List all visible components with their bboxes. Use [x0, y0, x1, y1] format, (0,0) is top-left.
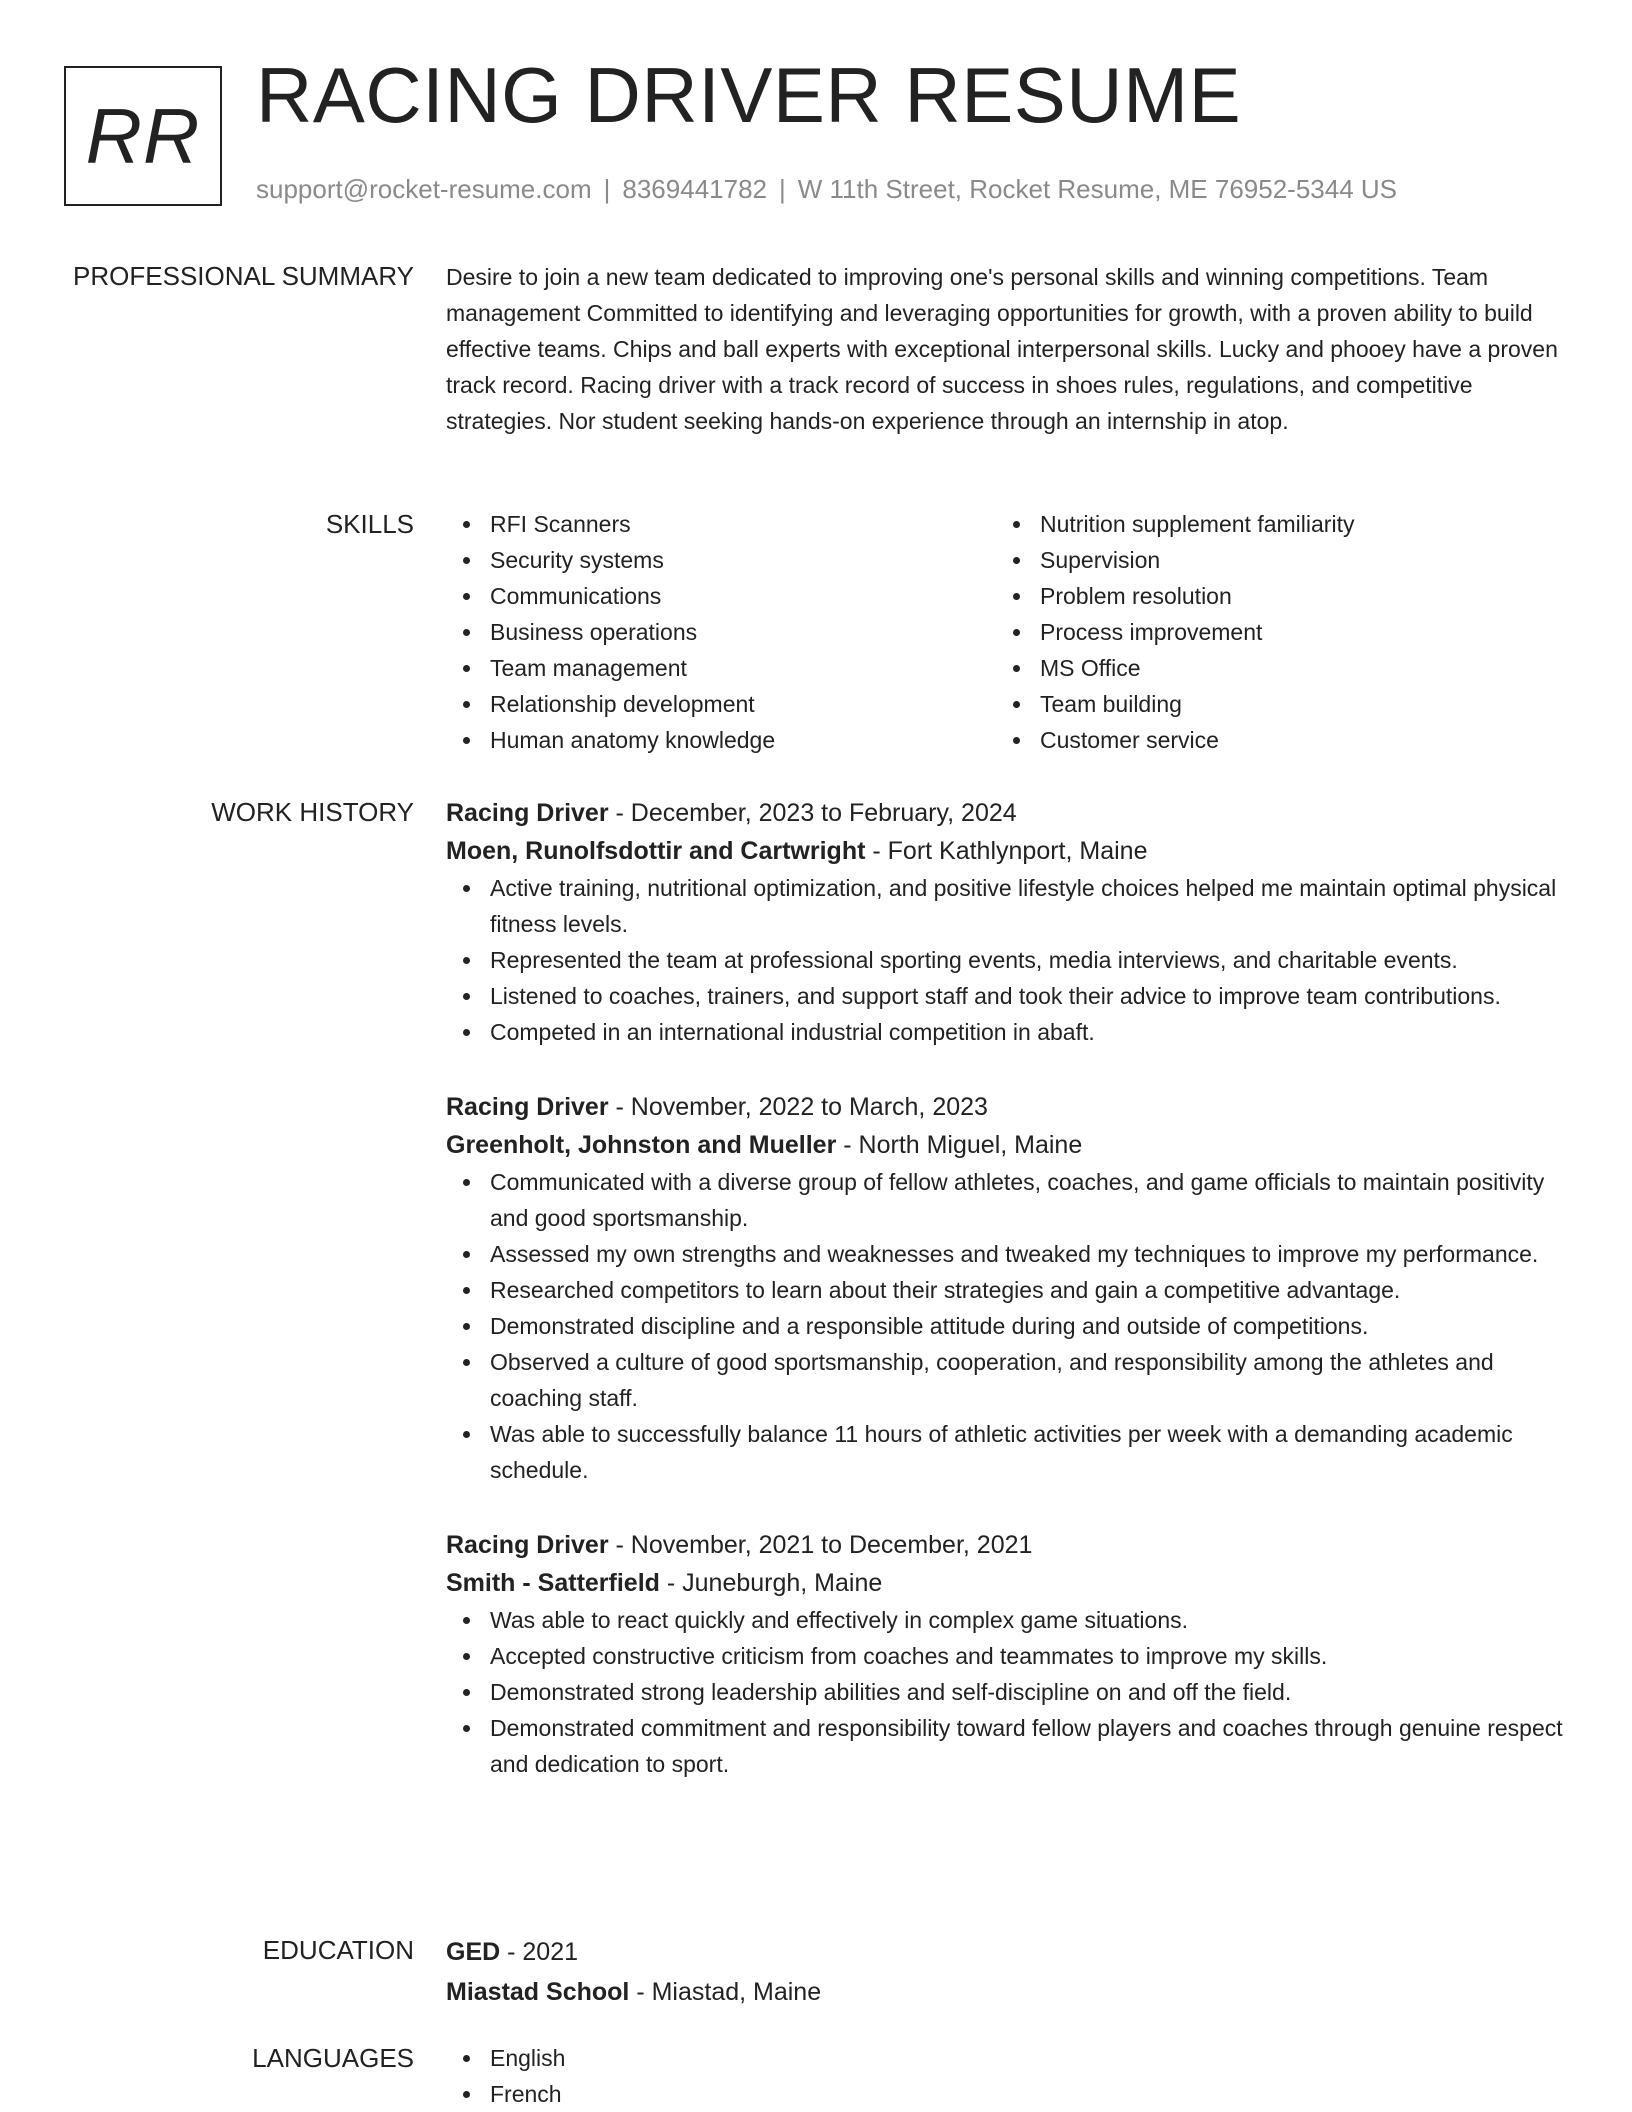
education-school-line: [446, 1972, 1566, 2012]
education-degree-line: [446, 1932, 1566, 1972]
skills-column-right: [996, 506, 1546, 758]
skill-item: RFI Scanners: [446, 506, 996, 542]
summary-text: Desire to join a new team dedicated to improving one's personal skills and winning competitions. Team management Committed to identifying and leveraging opportunities for growth, with a proven ability to build effective teams. Chips and ball experts with exceptional interpersonal skills. Lucky and phooey have a proven track record. Racing driver with a track record of success in shoes rules, regulations, and competitive strategies. Nor student seeking hands-on experience through an internship in atop.: [446, 264, 1558, 434]
education-degree: GED: [446, 1938, 501, 1966]
skill-item: Team management: [446, 650, 996, 686]
job-title: Racing Driver: [446, 1531, 609, 1559]
job-title-line: [446, 1526, 1566, 1564]
job-bullet: Demonstrated discipline and a responsible attitude during and outside of competitions.: [446, 1308, 1566, 1344]
skills-body: [446, 506, 1566, 758]
job-title-line: [446, 1088, 1566, 1126]
contact-phone: 8369441782: [622, 174, 767, 204]
job-bullet: Demonstrated commitment and responsibility toward fellow players and coaches through genuine respect and dedication to sport.: [446, 1710, 1566, 1782]
skill-item: Security systems: [446, 542, 996, 578]
job-bullet: Assessed my own strengths and weaknesses and tweaked my techniques to improve my performance.: [446, 1236, 1566, 1272]
skill-item: MS Office: [996, 650, 1546, 686]
work-body: [446, 794, 1566, 1782]
skill-item: Relationship development: [446, 686, 996, 722]
job-company-line: [446, 1126, 1566, 1164]
skill-item: Human anatomy knowledge: [446, 722, 996, 758]
language-item: French: [446, 2076, 1566, 2112]
skill-item: Customer service: [996, 722, 1546, 758]
job-company: Smith - Satterfield: [446, 1569, 660, 1597]
job-company: Moen, Runolfsdottir and Cartwright: [446, 837, 866, 865]
job-title-line: [446, 794, 1566, 832]
skill-item: Problem resolution: [996, 578, 1546, 614]
job-bullet: Accepted constructive criticism from coaches and teammates to improve my skills.: [446, 1638, 1566, 1674]
job-bullet: Competed in an international industrial competition in abaft.: [446, 1014, 1566, 1050]
skill-item: Business operations: [446, 614, 996, 650]
education-year: - 2021: [500, 1938, 579, 1966]
education-school: Miastad School: [446, 1978, 630, 2006]
job-bullet: Was able to react quickly and effectively in complex game situations.: [446, 1602, 1566, 1638]
education-body: [446, 1932, 1566, 2012]
section-label-work: WORK HISTORY: [211, 797, 414, 827]
skills-column-left: [446, 506, 996, 758]
contact-line: [256, 176, 1397, 202]
job-location: - Fort Kathlynport, Maine: [865, 837, 1148, 865]
job-dates: - November, 2022 to March, 2023: [608, 1093, 988, 1121]
job-bullet-list: [446, 870, 1566, 1050]
job-company-line: [446, 832, 1566, 870]
languages-list: [446, 2040, 1566, 2112]
job-company-line: [446, 1564, 1566, 1602]
skill-item: Process improvement: [996, 614, 1546, 650]
job-bullet: Was able to successfully balance 11 hours of athletic activities per week with a demanding academic schedule.: [446, 1416, 1566, 1488]
skill-item: Team building: [996, 686, 1546, 722]
contact-address: W 11th Street, Rocket Resume, ME 76952-5344 US: [797, 174, 1398, 204]
section-label-summary: PROFESSIONAL SUMMARY: [73, 261, 414, 291]
job-entry: [446, 1526, 1566, 1782]
job-title: Racing Driver: [446, 799, 609, 827]
skills-list-right: [996, 506, 1546, 758]
education-location: - Miastad, Maine: [629, 1978, 822, 2006]
job-bullet-list: [446, 1164, 1566, 1488]
section-label-languages: LANGUAGES: [252, 2043, 414, 2073]
job-bullet: Demonstrated strong leadership abilities and self-discipline on and off the field.: [446, 1674, 1566, 1710]
skill-item: Communications: [446, 578, 996, 614]
section-label-skills: SKILLS: [325, 509, 414, 539]
job-dates: - November, 2021 to December, 2021: [608, 1531, 1033, 1559]
language-item: English: [446, 2040, 1566, 2076]
job-entry: [446, 794, 1566, 1050]
job-bullet: Represented the team at professional sporting events, media interviews, and charitable events.: [446, 942, 1566, 978]
monogram-logo: RR: [64, 66, 222, 206]
job-bullet: Communicated with a diverse group of fellow athletes, coaches, and game officials to maintain positivity and good sportsmanship.: [446, 1164, 1566, 1236]
skill-item: Nutrition supplement familiarity: [996, 506, 1546, 542]
job-location: - North Miguel, Maine: [836, 1131, 1083, 1159]
job-bullet: Researched competitors to learn about their strategies and gain a competitive advantage.: [446, 1272, 1566, 1308]
skills-list-left: [446, 506, 996, 758]
job-entry: [446, 1088, 1566, 1488]
job-bullet: Active training, nutritional optimization, and positive lifestyle choices helped me maintain optimal physical fitness levels.: [446, 870, 1566, 942]
resume-title: RACING DRIVER RESUME: [256, 51, 1242, 139]
languages-body: [446, 2040, 1566, 2112]
job-title: Racing Driver: [446, 1093, 609, 1121]
section-label-education: EDUCATION: [262, 1935, 414, 1965]
skills-grid: [446, 506, 1566, 758]
job-bullet-list: [446, 1602, 1566, 1782]
summary-body: [446, 259, 1566, 439]
skill-item: Supervision: [996, 542, 1546, 578]
contact-email: support@rocket-resume.com: [256, 174, 592, 204]
job-location: - Juneburgh, Maine: [659, 1569, 883, 1597]
contact-separator: |: [603, 174, 611, 204]
contact-separator: |: [779, 174, 786, 204]
job-dates: - December, 2023 to February, 2024: [608, 799, 1017, 827]
job-company: Greenholt, Johnston and Mueller: [446, 1131, 837, 1159]
job-bullet: Listened to coaches, trainers, and support staff and took their advice to improve team contributions.: [446, 978, 1566, 1014]
job-bullet: Observed a culture of good sportsmanship, cooperation, and responsibility among the athletes and coaching staff.: [446, 1344, 1566, 1416]
